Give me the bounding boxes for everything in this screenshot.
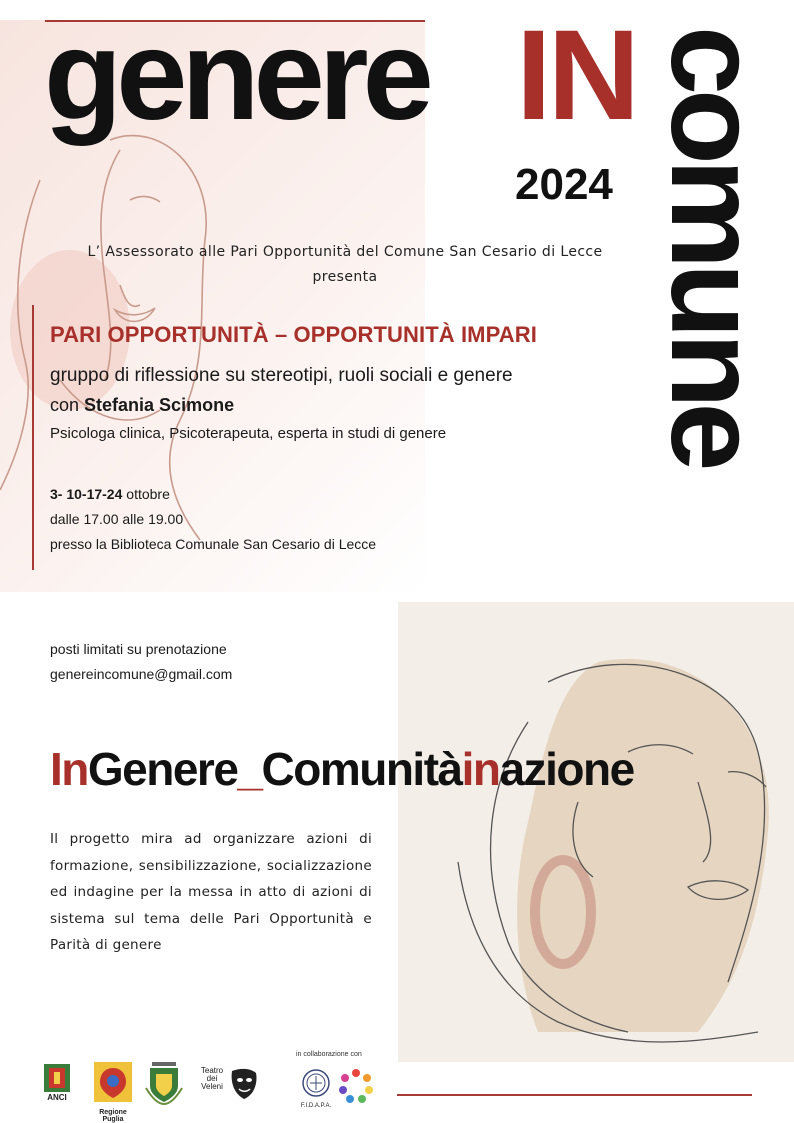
teatro-dei-veleni-logo bbox=[198, 1067, 264, 1103]
hashtag-part-in-2: in bbox=[461, 743, 500, 795]
hashtag-part-genere: Genere bbox=[87, 743, 238, 795]
bottom-accent-line bbox=[397, 1094, 752, 1096]
event-headline: PARI OPPORTUNITÀ – OPPORTUNITÀ IMPARI bbox=[50, 322, 537, 347]
booking-email[interactable]: genereincomune@gmail.com bbox=[50, 666, 233, 682]
speaker-prefix: con bbox=[50, 395, 85, 415]
event-speaker bbox=[50, 395, 234, 416]
teatro-label-line3: Veleni bbox=[201, 1082, 223, 1091]
event-dates bbox=[50, 486, 170, 502]
speaker-name: Stefania Scimone bbox=[84, 395, 235, 415]
fidapa-icon bbox=[298, 1068, 334, 1098]
title-in: IN bbox=[516, 4, 636, 147]
side-accent-line bbox=[32, 305, 34, 570]
year: 2024 bbox=[515, 160, 613, 209]
hashtag-part-azione: azione bbox=[499, 743, 634, 795]
title-comune-wrapper bbox=[645, 26, 783, 596]
event-dates-days: 3- 10-17-24 bbox=[50, 486, 123, 502]
san-cesario-crest-logo bbox=[144, 1058, 184, 1111]
project-description: Il progetto mira ad organizzare azioni di formazione, sensibilizzazione, socializzazione ed indagine per la messa in atto di azioni di sistema sul tema delle Pari Opportunità e Parità di genere bbox=[50, 831, 372, 953]
speaker-role: Psicologa clinica, Psicoterapeuta, esperta in studi di genere bbox=[50, 425, 447, 442]
title-genere: genere bbox=[44, 4, 428, 147]
intro-line-2: presenta bbox=[312, 269, 378, 285]
partner-colorful-logo bbox=[338, 1068, 374, 1109]
hashtag-part-comunita: Comunità bbox=[261, 743, 462, 795]
collaboration-label: in collaborazione con bbox=[296, 1051, 362, 1058]
teatro-label-line1: Teatro bbox=[200, 1066, 224, 1075]
event-location: presso la Biblioteca Comunale San Cesario di Lecce bbox=[50, 536, 377, 552]
event-subtitle: gruppo di riflessione su stereotipi, ruoli sociali e genere bbox=[50, 365, 513, 386]
title-comune: comune bbox=[645, 26, 783, 466]
hashtag-title bbox=[50, 742, 634, 796]
regione-puglia-logo bbox=[88, 1060, 138, 1123]
anci-logo bbox=[44, 1064, 70, 1109]
face-line-art-bottom bbox=[398, 602, 794, 1062]
flower-ring-icon bbox=[338, 1068, 374, 1104]
teatro-label-line2: dei bbox=[206, 1074, 218, 1083]
event-time: dalle 17.00 alle 19.00 bbox=[50, 511, 184, 527]
hashtag-part-in: In bbox=[50, 743, 88, 795]
anci-label: ANCI bbox=[47, 1093, 67, 1102]
fidapa-label: F.I.D.A.P.A. bbox=[300, 1103, 332, 1109]
crest-icon bbox=[144, 1058, 184, 1106]
intro-line-1: L’ Assessorato alle Pari Opportunità del Comune San Cesario di Lecce bbox=[87, 244, 603, 260]
regione-puglia-label: Regione Puglia bbox=[99, 1109, 127, 1123]
hashtag-part-underscore: _ bbox=[237, 743, 262, 795]
fidapa-logo bbox=[298, 1068, 334, 1109]
theatre-mask-icon bbox=[228, 1067, 260, 1101]
teatro-label bbox=[198, 1067, 226, 1091]
regione-puglia-icon bbox=[88, 1060, 138, 1104]
intro-text bbox=[40, 240, 650, 290]
booking-note: posti limitati su prenotazione bbox=[50, 641, 227, 657]
event-dates-month: ottobre bbox=[122, 486, 170, 502]
